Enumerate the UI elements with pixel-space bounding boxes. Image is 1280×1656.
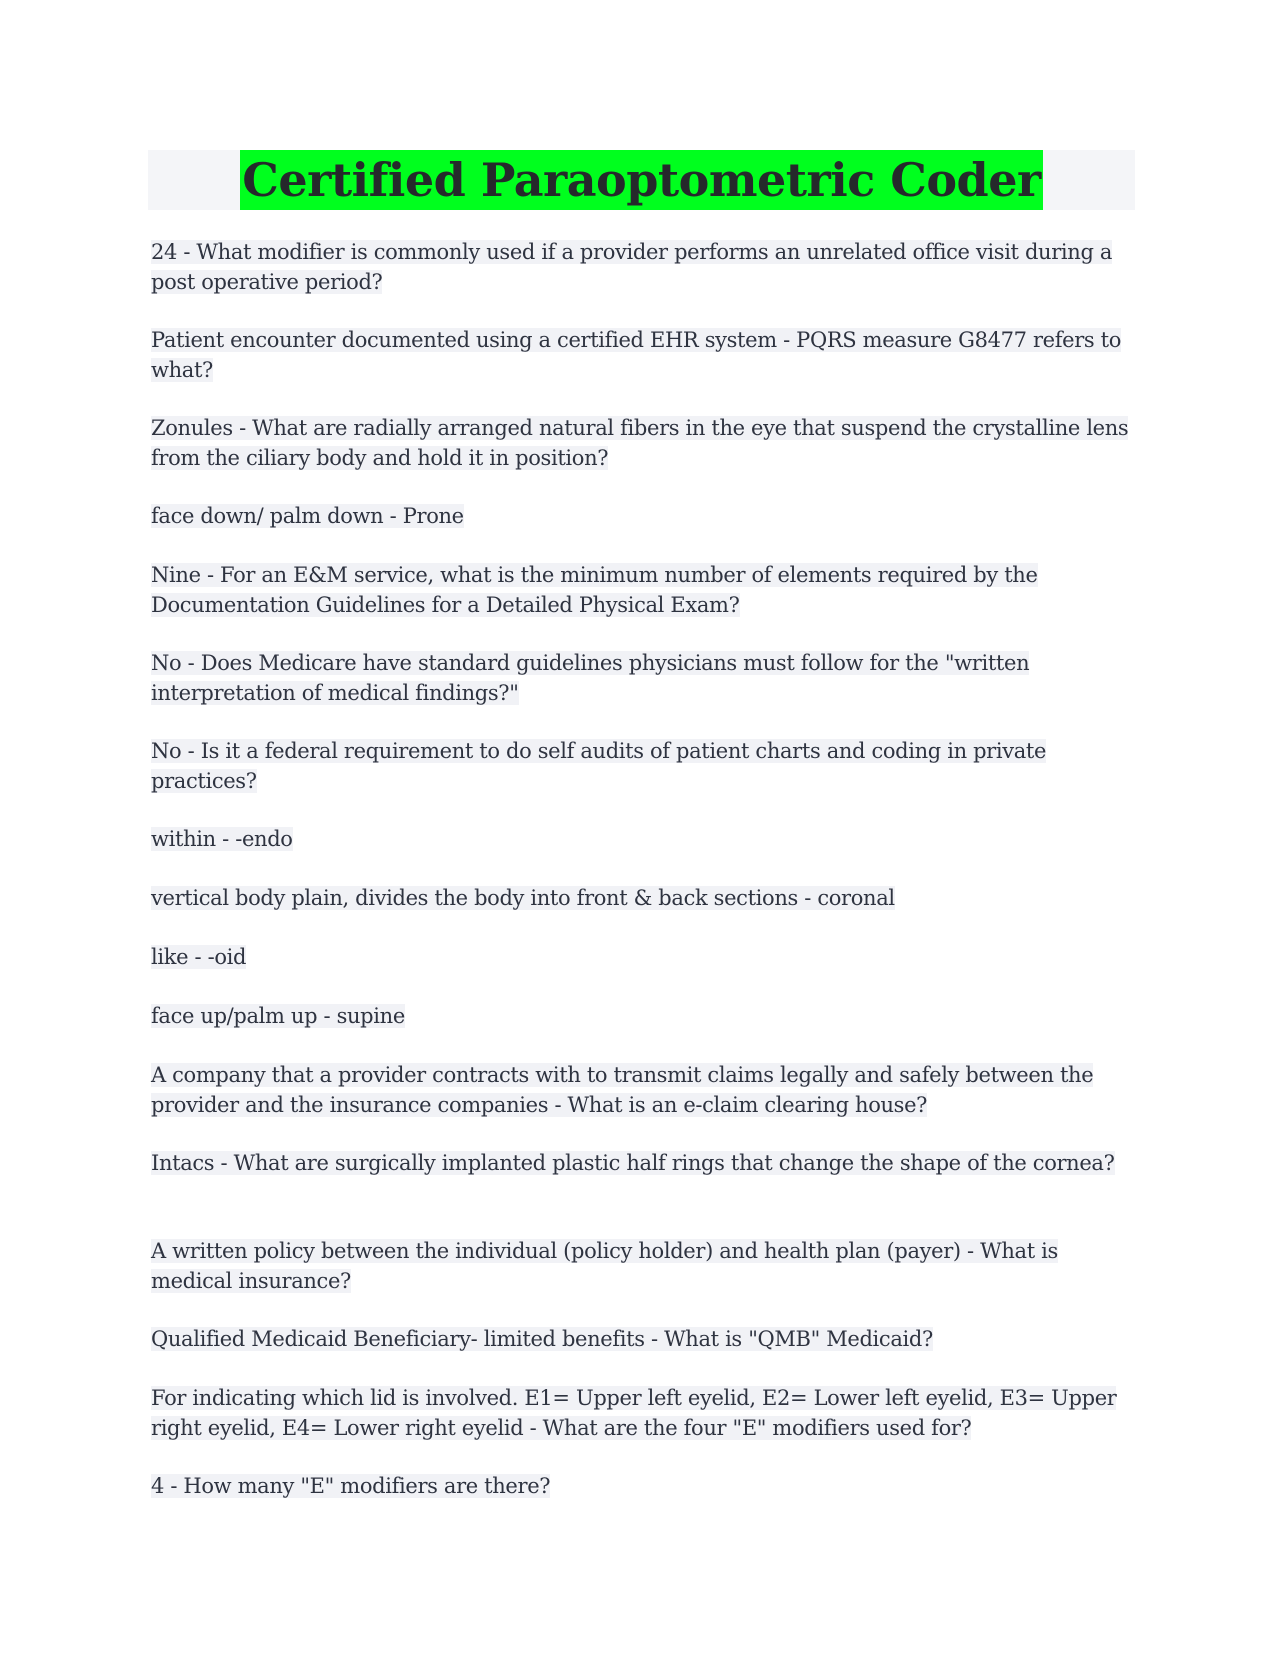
qa-item [151,649,1136,708]
title-bar [148,150,1135,210]
qa-item [151,825,1136,855]
qa-text: face up/palm up - supine [151,1004,405,1028]
qa-text: vertical body plain, divides the body into front & back sections - coronal [151,886,895,910]
qa-item [151,737,1136,796]
qa-text: Patient encounter documented using a certified EHR system - PQRS measure G8477 refers to what? [151,328,1122,382]
qa-item [151,1149,1136,1208]
qa-item [151,884,1136,914]
qa-item [151,326,1136,385]
qa-text: A company that a provider contracts with to transmit claims legally and safely between the provider and the insurance companies - What is an e-claim clearing house? [151,1063,1094,1117]
qa-item [151,561,1136,620]
qa-text: A written policy between the individual (policy holder) and health plan (payer) - What is medical insurance? [151,1239,1058,1293]
qa-text: Nine - For an E&M service, what is the minimum number of elements required by the Documentation Guidelines for a Detailed Physical Exam? [151,563,1038,617]
qa-text: No - Is it a federal requirement to do self audits of patient charts and coding in private practices? [151,739,1047,793]
qa-item [151,502,1136,532]
qa-item [151,414,1136,473]
qa-text: For indicating which lid is involved. E1= Upper left eyelid, E2= Lower left eyelid, E3= Upper right eyelid, E4= Lower right eyelid - What are the four "E" modifiers used for? [151,1386,1117,1440]
qa-item [151,1325,1136,1355]
qa-text: No - Does Medicare have standard guidelines physicians must follow for the "written interpretation of medical findings?" [151,651,1030,705]
qa-text: Zonules - What are radially arranged natural fibers in the eye that suspend the crystalline lens from the ciliary body and hold it in position? [151,416,1129,470]
qa-item [151,1061,1136,1120]
qa-text: 24 - What modifier is commonly used if a provider performs an unrelated office visit during a post operative period? [151,240,1113,294]
qa-item [151,1237,1136,1296]
qa-item [151,943,1136,973]
qa-text: Qualified Medicaid Beneficiary- limited benefits - What is "QMB" Medicaid? [151,1327,933,1351]
qa-item [151,1472,1136,1502]
qa-text: Intacs - What are surgically implanted plastic half rings that change the shape of the cornea? [151,1151,1115,1175]
qa-text: face down/ palm down - Prone [151,504,464,528]
qa-text: 4 - How many "E" modifiers are there? [151,1474,551,1498]
qa-item [151,1384,1136,1443]
qa-item [151,1002,1136,1032]
qa-item [151,238,1136,297]
qa-list [151,238,1136,1531]
document-title: Certified Paraoptometric Coder [240,150,1042,210]
qa-text: like - -oid [151,945,247,969]
qa-text: within - -endo [151,827,293,851]
